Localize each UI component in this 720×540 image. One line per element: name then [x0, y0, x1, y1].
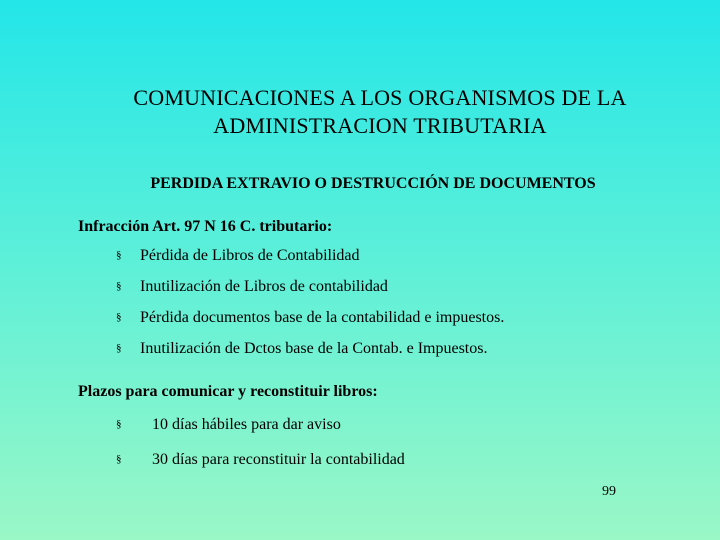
- list-item: [116, 416, 341, 434]
- bullet-icon: §: [116, 418, 122, 430]
- list-item: [116, 278, 388, 296]
- page-number: 99: [602, 484, 616, 499]
- list-item-text: 10 días hábiles para dar aviso: [152, 416, 341, 433]
- list-item: [116, 451, 405, 469]
- list-item-text: Pérdida documentos base de la contabilidad e impuestos.: [140, 309, 505, 326]
- bullet-icon: §: [116, 311, 122, 323]
- list-item-text: Inutilización de Dctos base de la Contab. e Impuestos.: [140, 340, 488, 357]
- slide-title: [60, 84, 700, 140]
- list-item-text: Pérdida de Libros de Contabilidad: [140, 247, 360, 264]
- section-heading-plazos: Plazos para comunicar y reconstituir libros:: [78, 383, 378, 400]
- list-item-text: 30 días para reconstituir la contabilidad: [152, 451, 405, 468]
- section-heading-infraccion: Infracción Art. 97 N 16 C. tributario:: [78, 218, 333, 235]
- list-item-text: Inutilización de Libros de contabilidad: [140, 278, 388, 295]
- slide-title-line1: COMUNICACIONES A LOS ORGANISMOS DE LA: [133, 85, 627, 110]
- bullet-icon: §: [116, 453, 122, 465]
- bullet-icon: §: [116, 249, 122, 261]
- list-item: [116, 309, 504, 327]
- bullet-icon: §: [116, 342, 122, 354]
- bullet-icon: §: [116, 280, 122, 292]
- slide-title-line2: ADMINISTRACION TRIBUTARIA: [213, 113, 547, 138]
- slide-subtitle: PERDIDA EXTRAVIO O DESTRUCCIÓN DE DOCUMENTOS: [150, 175, 596, 192]
- list-item: [116, 340, 487, 358]
- list-item: [116, 247, 360, 265]
